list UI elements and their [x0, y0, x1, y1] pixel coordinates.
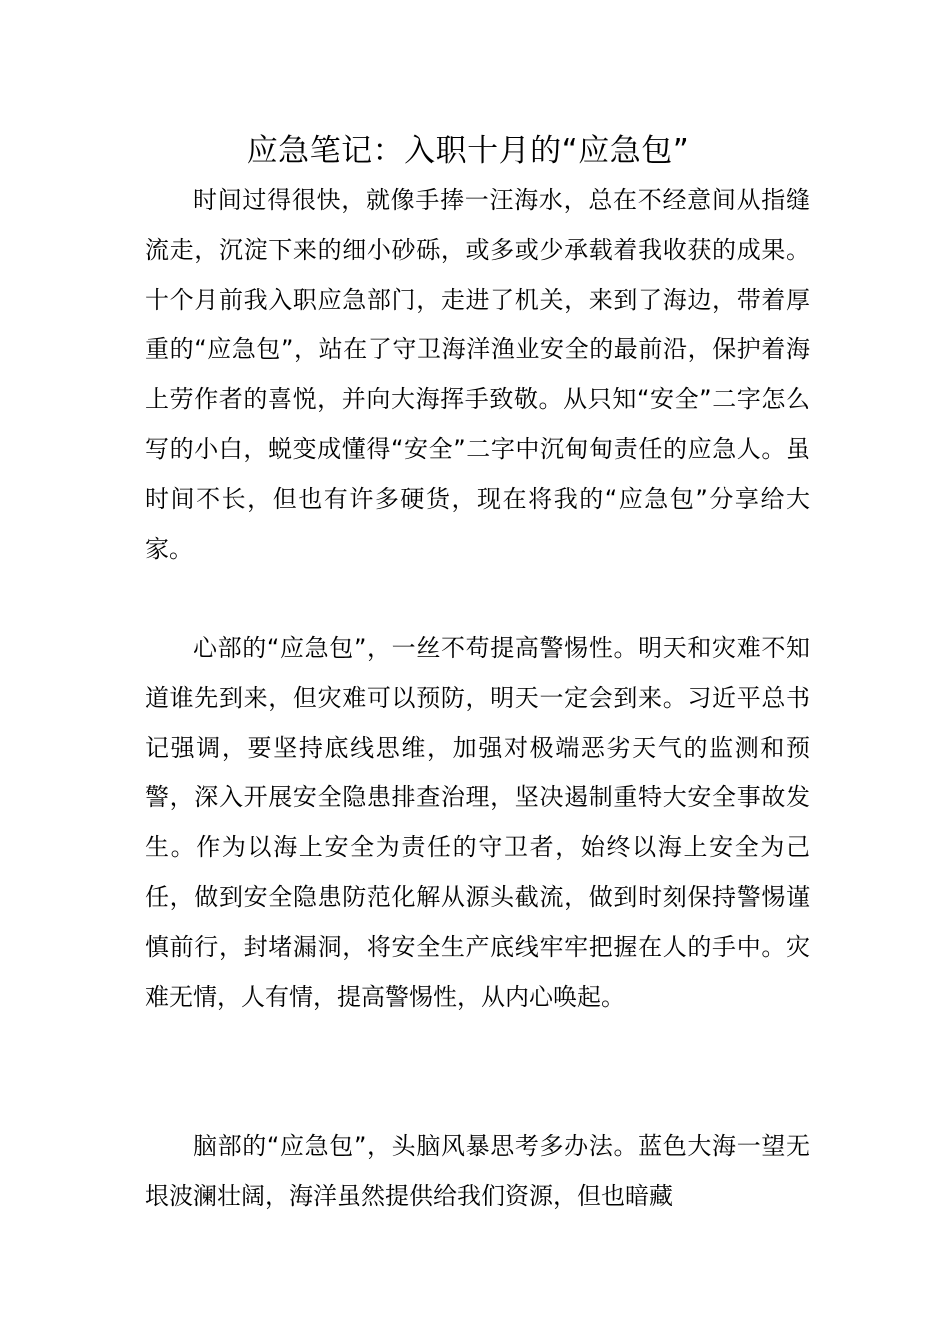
paragraph-intro: 时间过得很快，就像手捧一汪海水，总在不经意间从指缝流走，沉淀下来的细小砂砾，或多或少承载着我收获的成果。十个月前我入职应急部门，走进了机关，来到了海边，带着厚重的“应急包”，站在了守卫海洋渔业安全的最前沿，保护着海上劳作者的喜悦，并向大海挥手致敬。从只知“安全”二字怎么写的小白，蜕变成懂得“安全”二字中沉甸甸责任的应急人。虽时间不长，但也有许多硬货，现在将我的“应急包”分享给大家。 — [145, 186, 810, 563]
paragraph-heart: 心部的“应急包”，一丝不苟提高警惕性。明天和灾难不知道谁先到来，但灾难可以预防，明天一定会到来。习近平总书记强调，要坚持底线思维，加强对极端恶劣天气的监测和预警，深入开展安全隐患排查治理，坚决遏制重特大安全事故发生。作为以海上安全为责任的守卫者，始终以海上安全为己任，做到安全隐患防范化解从源头截流，做到时刻保持警惕谨慎前行，封堵漏洞，将安全生产底线牢牢把握在人的手中。灾难无情，人有情，提高警惕性，从内心唤起。 — [145, 634, 810, 1011]
document-title: 应急笔记：入职十月的“应急包” — [246, 133, 690, 169]
paragraph-brain: 脑部的“应急包”，头脑风暴思考多办法。蓝色大海一望无垠波澜壮阔，海洋虽然提供给我们资源，但也暗藏 — [145, 1132, 810, 1210]
